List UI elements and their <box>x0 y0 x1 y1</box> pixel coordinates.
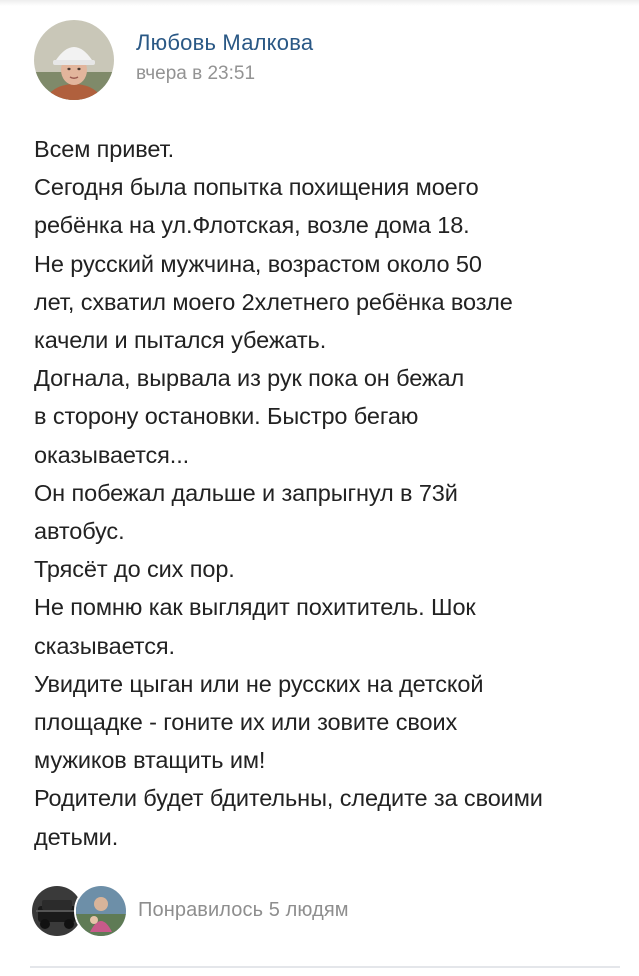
post-text-line: Родители будет бдительны, следите за своими <box>34 785 543 812</box>
post-text-line: Увидите цыган или не русских на детской <box>34 670 484 697</box>
author-name[interactable]: Любовь Малкова <box>136 30 314 55</box>
post-text-line: площадке - гоните их или зовите своих <box>34 709 458 736</box>
author-avatar[interactable] <box>34 20 114 100</box>
post-text-line: мужиков втащить им! <box>34 747 266 774</box>
post-text-line: в сторону остановки. Быстро бегаю <box>34 403 419 430</box>
liker-avatar[interactable] <box>74 884 128 938</box>
post-text-line: Сегодня была попытка похищения моего <box>34 174 479 201</box>
post-text-line: детьми. <box>34 823 119 850</box>
top-edge <box>0 0 639 6</box>
post-text-line: Всем привет. <box>34 136 175 162</box>
post-header <box>34 20 313 100</box>
post-text-line: сказывается. <box>34 632 175 659</box>
post-text-line: автобус. <box>34 518 125 545</box>
post-timestamp[interactable]: вчера в 23:51 <box>136 63 256 84</box>
post-text-line: Догнала, вырвала из рук пока он бежал <box>34 365 465 392</box>
post-text-line: оказывается... <box>34 441 190 468</box>
likes-row[interactable] <box>30 884 349 936</box>
post-text-line: Не помню как выглядит похититель. Шок <box>34 594 476 621</box>
post-text-line: лет, схватил моего 2хлетнего ребёнка возле <box>34 288 513 315</box>
author-block <box>136 29 313 87</box>
post-text-line: Он побежал дальше и запрыгнул в 73й <box>34 479 458 506</box>
liker-avatars[interactable] <box>30 884 126 936</box>
bottom-divider <box>30 966 620 968</box>
post-text-line: ребёнка на ул.Флотская, возле дома 18. <box>34 212 470 239</box>
post-text-line: качели и пытался убежать. <box>34 327 327 354</box>
post-text-line: Трясёт до сих пор. <box>34 556 235 583</box>
post-text <box>34 130 624 856</box>
likes-count-text[interactable]: Понравилось 5 людям <box>138 898 349 921</box>
post-text-line: Не русский мужчина, возрастом около 50 <box>34 250 482 277</box>
